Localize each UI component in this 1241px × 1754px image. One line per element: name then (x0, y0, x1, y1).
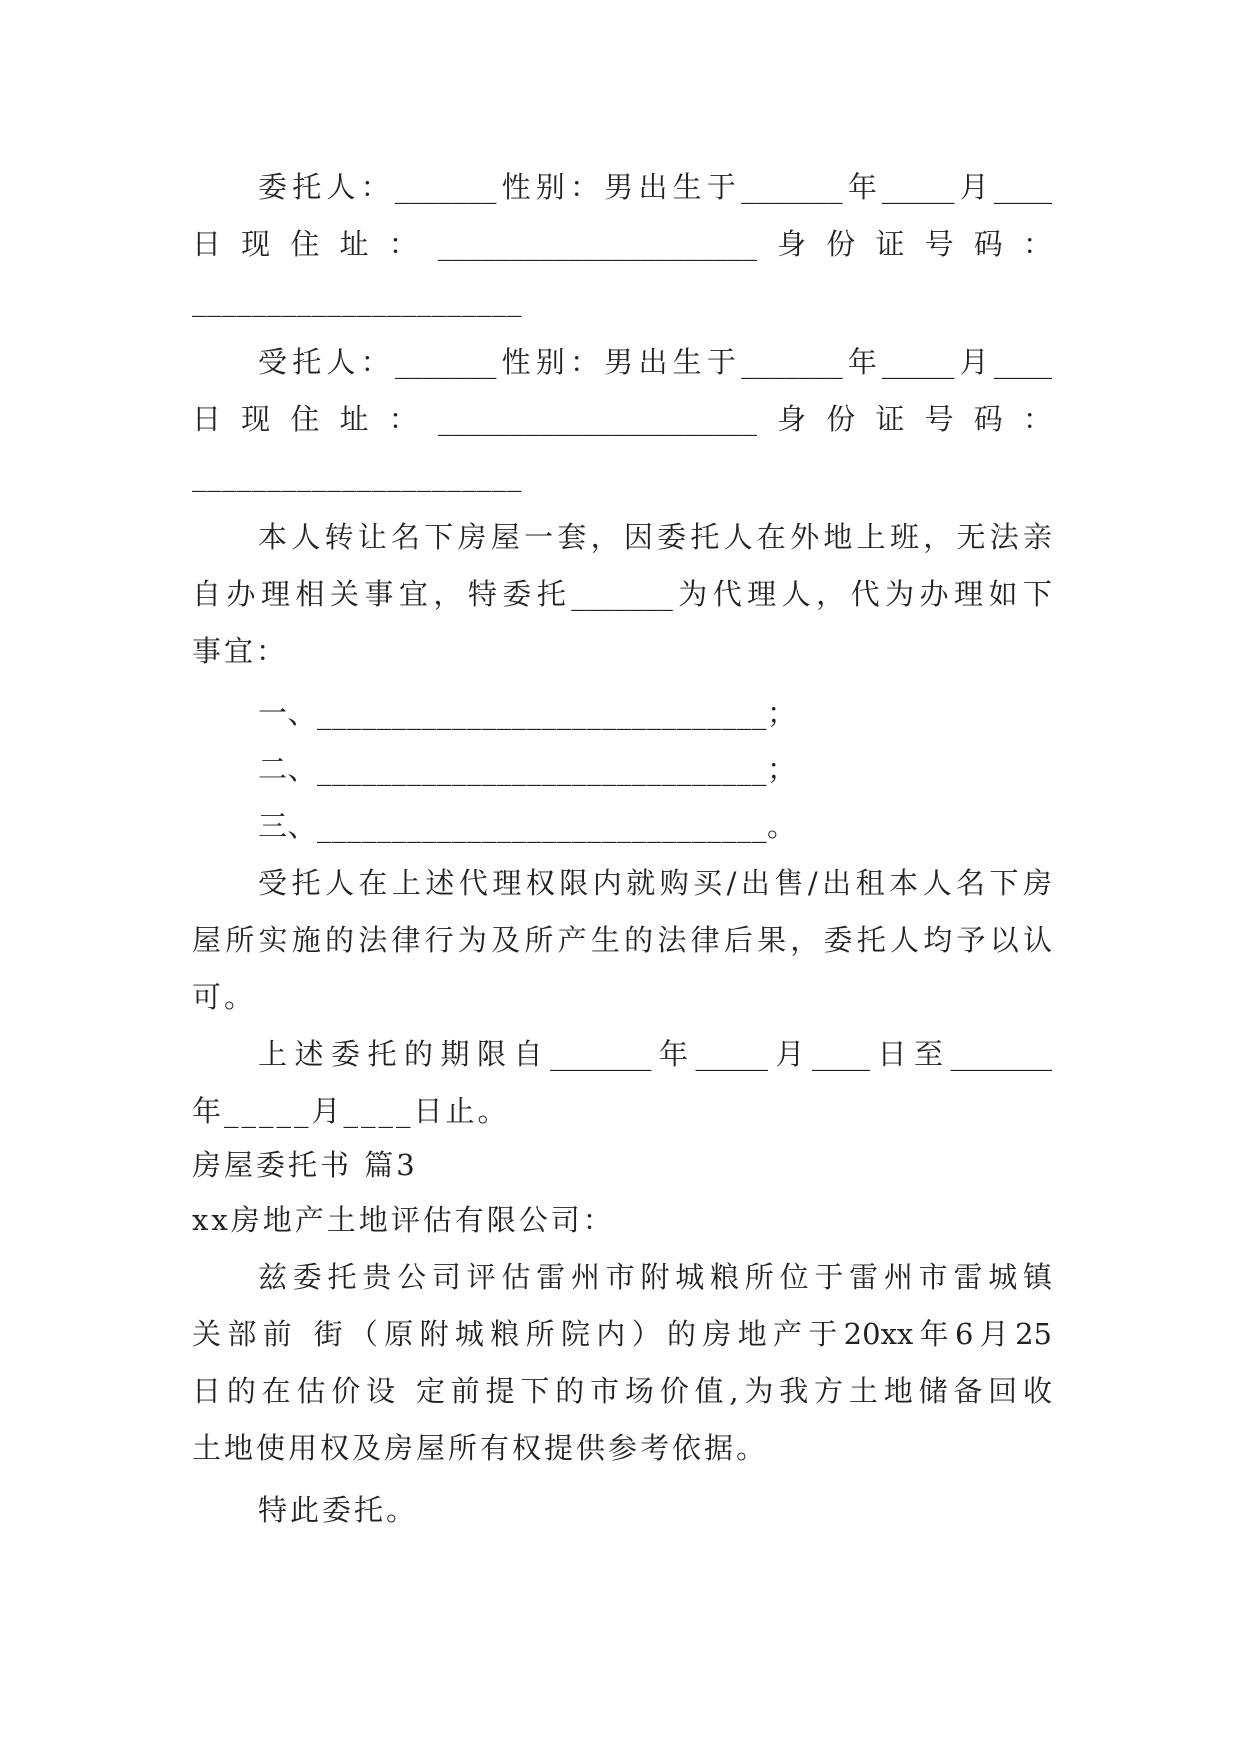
paragraph-line: 可。 (192, 980, 257, 1014)
list-item-one: 一、______________________________； (258, 696, 797, 730)
principal-address-line: 日现住址：______________________身份证号码： (192, 227, 1052, 261)
agent-id-blank: ______________________ (192, 458, 522, 492)
term-line: 年_____月____日止。 (192, 1094, 510, 1128)
principal-id-blank: ______________________ (192, 283, 522, 317)
paragraph-line: 关部前 街（原附城粮所院内）的房地产于20xx年6月25 (192, 1317, 1052, 1351)
principal-info-line: 委托人：_______性别：男出生于_______年_____月____ (258, 170, 1052, 204)
list-item-two: 二、______________________________； (258, 752, 797, 786)
paragraph-line: 受托人在上述代理权限内就购买/出售/出租本人名下房 (258, 866, 1052, 900)
paragraph-line: 事宜： (192, 634, 289, 668)
paragraph-line: 土地使用权及房屋所有权提供参考依据。 (192, 1431, 769, 1465)
term-line: 上述委托的期限自_______年_____月____日至_______ (258, 1037, 1052, 1071)
agent-address-line: 日现住址：______________________身份证号码： (192, 402, 1052, 436)
paragraph-line: 屋所实施的法律行为及所产生的法律后果，委托人均予以认 (192, 923, 1052, 957)
closing-line: 特此委托。 (258, 1493, 419, 1527)
addressee: xx房地产土地评估有限公司： (192, 1203, 615, 1237)
paragraph-line: 自办理相关事宜，特委托_______为代理人，代为办理如下 (192, 577, 1052, 611)
list-item-three: 三、______________________________。 (258, 809, 797, 843)
paragraph-line: 兹委托贵公司评估雷州市附城粮所位于雷州市雷城镇 (258, 1260, 1052, 1294)
agent-info-line: 受托人：_______性别：男出生于_______年_____月____ (258, 345, 1052, 379)
paragraph-line: 本人转让名下房屋一套，因委托人在外地上班，无法亲 (258, 520, 1052, 554)
section-title: 房屋委托书 篇3 (192, 1148, 418, 1182)
paragraph-line: 日的在估价设 定前提下的市场价值,为我方土地储备回收 (192, 1374, 1052, 1408)
